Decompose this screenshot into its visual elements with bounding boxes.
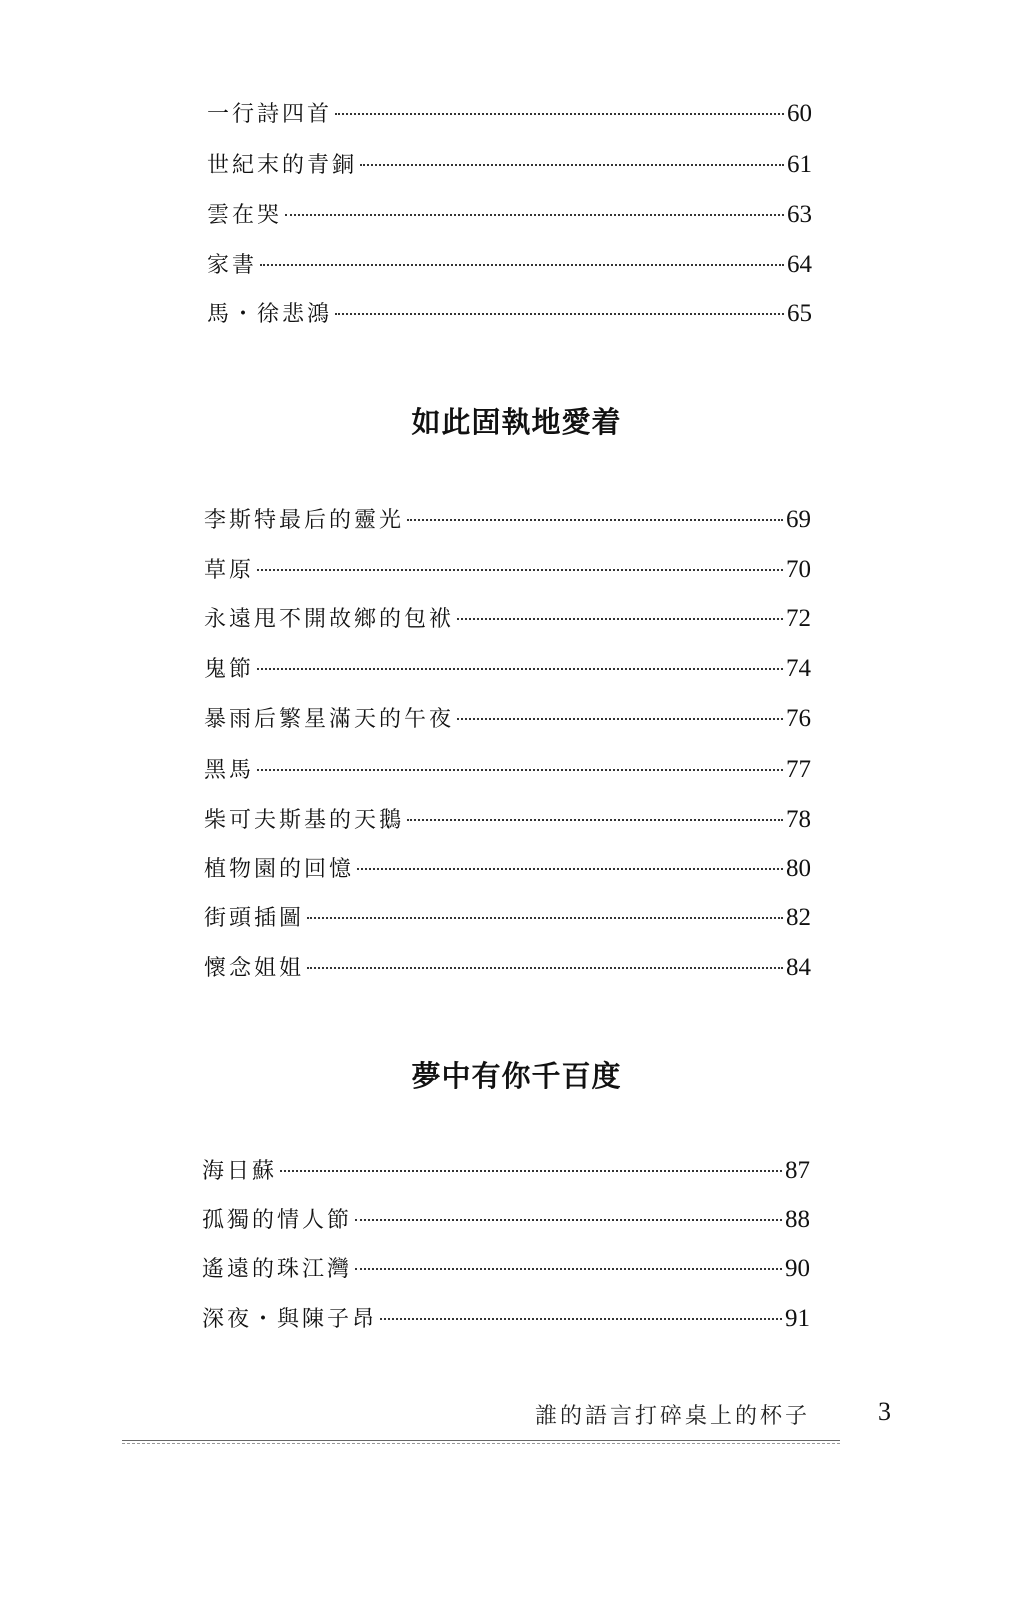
toc-dot-leader bbox=[407, 519, 783, 521]
toc-entry-title: 馬・徐悲鴻 bbox=[207, 302, 333, 327]
toc-entry-page: 69 bbox=[786, 506, 811, 533]
toc-entry-page: 60 bbox=[787, 100, 812, 127]
toc-entry[interactable] bbox=[204, 652, 811, 684]
toc-entry-page: 76 bbox=[786, 705, 811, 732]
toc-entry[interactable] bbox=[207, 198, 812, 230]
toc-entry-page: 91 bbox=[785, 1305, 810, 1332]
toc-entry[interactable] bbox=[204, 602, 811, 634]
toc-entry[interactable] bbox=[207, 297, 812, 329]
toc-entry-title: 深夜・與陳子昂 bbox=[202, 1307, 378, 1332]
toc-entry-title: 草原 bbox=[204, 558, 255, 583]
toc-entry-title: 暴雨后繁星滿天的午夜 bbox=[204, 707, 455, 732]
toc-entry[interactable] bbox=[204, 951, 811, 983]
toc-entry[interactable] bbox=[204, 852, 811, 884]
toc-entry-title: 一行詩四首 bbox=[207, 102, 333, 127]
toc-dot-leader bbox=[260, 264, 784, 266]
toc-entry-page: 84 bbox=[786, 954, 811, 981]
toc-dot-leader bbox=[257, 668, 783, 670]
toc-entry-page: 88 bbox=[785, 1206, 810, 1233]
toc-entry-title: 街頭插圖 bbox=[204, 906, 305, 931]
toc-entry[interactable] bbox=[207, 97, 812, 129]
toc-entry-title: 家書 bbox=[207, 253, 258, 278]
toc-dot-leader bbox=[457, 618, 783, 620]
toc-entry-title: 孤獨的情人節 bbox=[202, 1208, 353, 1233]
toc-entry-page: 78 bbox=[786, 806, 811, 833]
toc-dot-leader bbox=[285, 214, 784, 216]
toc-entry[interactable] bbox=[204, 753, 811, 785]
footer-rule bbox=[122, 1440, 840, 1444]
page-number: 3 bbox=[878, 1397, 891, 1426]
toc-entry-title: 植物園的回憶 bbox=[204, 857, 355, 882]
toc-entry[interactable] bbox=[202, 1252, 810, 1284]
toc-entry-page: 72 bbox=[786, 605, 811, 632]
toc-entry-title: 李斯特最后的靈光 bbox=[204, 508, 405, 533]
toc-dot-leader bbox=[355, 1268, 782, 1270]
toc-entry[interactable] bbox=[202, 1203, 810, 1235]
toc-entry-page: 74 bbox=[786, 655, 811, 682]
toc-dot-leader bbox=[280, 1170, 782, 1172]
toc-dot-leader bbox=[335, 313, 784, 315]
toc-entry-page: 65 bbox=[787, 300, 812, 327]
toc-dot-leader bbox=[307, 917, 783, 919]
section-heading: 夢中有你千百度 bbox=[411, 1059, 622, 1093]
toc-dot-leader bbox=[257, 769, 783, 771]
toc-entry-page: 77 bbox=[786, 756, 811, 783]
toc-dot-leader bbox=[407, 819, 783, 821]
toc-entry[interactable] bbox=[204, 702, 811, 734]
toc-entry-page: 63 bbox=[787, 201, 812, 228]
toc-entry-title: 懷念姐姐 bbox=[204, 956, 305, 981]
running-footer-title: 誰的語言打碎桌上的杯子 bbox=[535, 1404, 811, 1429]
toc-entry-title: 黑馬 bbox=[204, 758, 255, 783]
toc-dot-leader bbox=[380, 1318, 782, 1320]
toc-entry-title: 遙遠的珠江灣 bbox=[202, 1257, 353, 1282]
toc-entry[interactable] bbox=[207, 148, 812, 180]
toc-entry-title: 柴可夫斯基的天鵝 bbox=[204, 808, 405, 833]
toc-dot-leader bbox=[360, 164, 784, 166]
toc-dot-leader bbox=[307, 967, 783, 969]
toc-entry-title: 鬼節 bbox=[204, 657, 255, 682]
toc-entry[interactable] bbox=[202, 1154, 810, 1186]
toc-dot-leader bbox=[357, 868, 783, 870]
toc-entry-title: 雲在哭 bbox=[207, 203, 283, 228]
toc-entry-page: 61 bbox=[787, 151, 812, 178]
toc-entry[interactable] bbox=[204, 553, 811, 585]
toc-dot-leader bbox=[457, 718, 783, 720]
section-heading: 如此固執地愛着 bbox=[411, 405, 622, 439]
toc-dot-leader bbox=[257, 569, 783, 571]
toc-entry-title: 海日蘇 bbox=[202, 1159, 278, 1184]
toc-dot-leader bbox=[335, 113, 784, 115]
toc-entry[interactable] bbox=[204, 803, 811, 835]
toc-entry-page: 64 bbox=[787, 251, 812, 278]
toc-entry-page: 90 bbox=[785, 1255, 810, 1282]
toc-entry[interactable] bbox=[202, 1302, 810, 1334]
toc-entry-page: 87 bbox=[785, 1157, 810, 1184]
toc-entry-page: 82 bbox=[786, 904, 811, 931]
toc-entry[interactable] bbox=[204, 503, 811, 535]
toc-dot-leader bbox=[355, 1219, 782, 1221]
toc-entry-title: 世紀末的青銅 bbox=[207, 153, 358, 178]
toc-entry[interactable] bbox=[207, 248, 812, 280]
toc-entry[interactable] bbox=[204, 901, 811, 933]
toc-entry-page: 70 bbox=[786, 556, 811, 583]
toc-entry-title: 永遠甩不開故鄉的包袱 bbox=[204, 607, 455, 632]
toc-entry-page: 80 bbox=[786, 855, 811, 882]
